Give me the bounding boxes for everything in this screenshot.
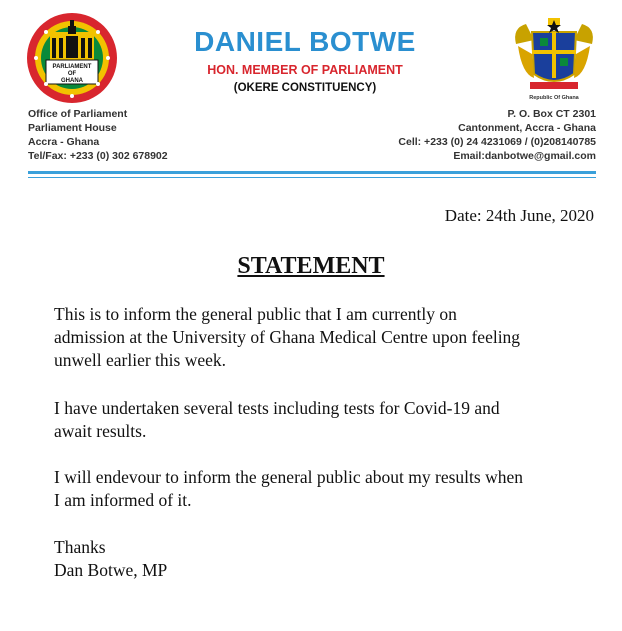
- closing: [54, 536, 594, 582]
- divider-rule: [28, 171, 596, 174]
- ghana-coat-of-arms-icon: [508, 14, 600, 102]
- paragraph-line: This is to inform the general public that I am currently on: [54, 304, 457, 324]
- mp-name: DANIEL BOTWE: [194, 26, 416, 57]
- address-left: [28, 107, 168, 163]
- address-left-line: Office of Parliament: [28, 108, 128, 120]
- paragraph: [54, 466, 594, 512]
- letterhead: [0, 0, 622, 185]
- logo-label-line: PARLIAMENT: [52, 64, 92, 70]
- address-right-line: Email:danbotwe@gmail.com: [453, 150, 596, 162]
- address-right-line: Cantonment, Accra - Ghana: [458, 122, 596, 134]
- parliament-of-ghana-logo: [26, 12, 118, 104]
- address-right: [398, 107, 596, 163]
- paragraph-line: await results.: [54, 421, 147, 441]
- constituency: (OKERE CONSTITUENCY): [233, 82, 377, 94]
- paragraph-line: unwell earlier this week.: [54, 350, 227, 370]
- paragraph-line: I am informed of it.: [54, 490, 192, 510]
- logo-label-line: OF: [67, 71, 77, 77]
- paragraph: [54, 303, 594, 372]
- coat-of-arms-caption: Republic Of Ghana: [529, 95, 579, 101]
- address-right-line: P. O. Box CT 2301: [507, 108, 596, 120]
- paragraph-line: I will endevour to inform the general public about my results when: [54, 467, 523, 487]
- mp-title: HON. MEMBER OF PARLIAMENT: [207, 63, 403, 77]
- letter-date: Date: 24th June, 2020: [444, 206, 594, 225]
- paragraph-line: admission at the University of Ghana Medical Centre upon feeling: [54, 327, 521, 347]
- address-left-line: Tel/Fax: +233 (0) 302 678902: [28, 150, 168, 162]
- paragraph: [54, 397, 594, 443]
- address-left-line: Parliament House: [28, 122, 117, 134]
- divider-rule: [28, 177, 596, 178]
- address-left-line: Accra - Ghana: [28, 136, 100, 148]
- closing-thanks: Thanks: [54, 537, 106, 557]
- logo-label-line: GHANA: [61, 78, 83, 84]
- address-right-line: Cell: +233 (0) 24 4231069 / (0)208140785: [398, 136, 596, 148]
- statement-heading: STATEMENT: [237, 253, 385, 279]
- signature: Dan Botwe, MP: [54, 560, 168, 580]
- paragraph-line: I have undertaken several tests including tests for Covid-19 and: [54, 398, 500, 418]
